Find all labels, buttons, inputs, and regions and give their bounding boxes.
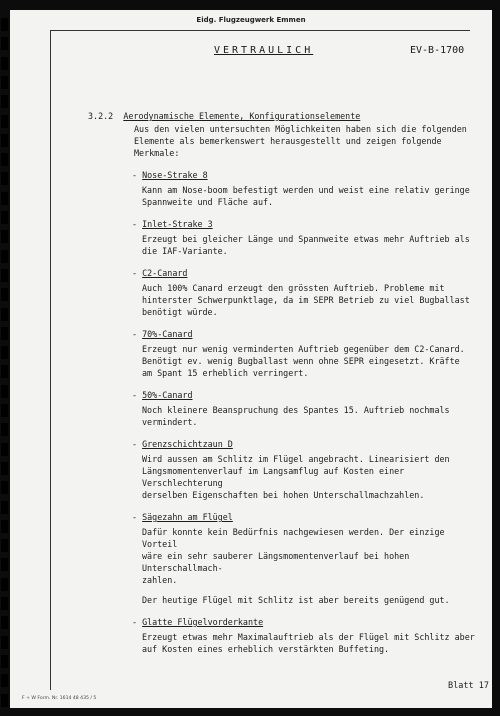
item-title: 50%-Canard — [142, 390, 193, 400]
binding-hole — [1, 95, 8, 108]
section-number: 3.2.2 — [88, 111, 114, 121]
organization-header: Eidg. Flugzeugwerk Emmen — [196, 16, 306, 24]
header-rule — [50, 30, 470, 31]
item-description: Auch 100% Canard erzeugt den grössten Auftrieb. Probleme mit hinterster Schwerpunktlage, da im SEPR Betrieb zu viel Bugballast benötigt würde. — [142, 283, 470, 317]
section-heading — [88, 110, 484, 122]
binding-hole — [1, 346, 8, 359]
form-number: F + W Form. Nr. 1614 48 435 / 5 — [22, 696, 97, 701]
margin-rule — [50, 30, 51, 690]
binding-hole — [1, 539, 8, 552]
item-description: Noch kleinere Beanspruchung des Spantes 15. Auftrieb nochmals vermindert. — [142, 405, 450, 427]
document-body — [88, 110, 484, 655]
section-intro: Aus den vielen untersuchten Möglichkeiten haben sich die folgenden Elemente als bemerkenswert herausgestellt und zeigen folgende Merkmale: — [134, 124, 467, 158]
binding-hole — [1, 481, 8, 494]
item-title: 70%-Canard — [142, 329, 193, 339]
item-title: Glatte Flügelvorderkante — [142, 617, 264, 627]
binding-hole — [1, 308, 8, 321]
binding-hole — [1, 134, 8, 147]
item-note: Der heutige Flügel mit Schlitz ist aber bereits genügend gut. — [142, 595, 450, 605]
list-item: - Sägezahn am Flügel Dafür konnte kein Bedürfnis nachgewiesen werden. Der einzige Vorteil wäre ein sehr sauberer Längsmomentenverlauf bei hohen Unterschallmach- zahlen. Der heutige Flügel mit Schlitz ist aber bereits genügend gut. — [132, 511, 484, 606]
document-page — [10, 10, 492, 708]
list-item: - 50%-Canard Noch kleinere Beanspruchung des Spantes 15. Auftrieb nochmals vermindert. — [132, 389, 484, 428]
document-number: EV-B-1700 — [410, 45, 465, 56]
binding-hole — [1, 558, 8, 571]
item-description: Wird aussen am Schlitz im Flügel angebracht. Linearisiert den Längsmomentenverlauf im Langsamflug auf Kosten einer Verschlechterung derselben Eigenschaften bei hohen Unterschallmachzahlen. — [142, 454, 450, 500]
list-item: - 70%-Canard Erzeugt nur wenig verminderten Auftrieb gegenüber dem C2-Canard. Benötigt ev. wenig Bugballast wenn ohne SEPR eingesetzt. Kräfte am Spant 15 erheblich verringert. — [132, 328, 484, 379]
binding-hole — [1, 597, 8, 610]
binding-hole — [1, 18, 8, 31]
item-description: Erzeugt etwas mehr Maximalauftrieb als der Flügel mit Schlitz aber auf Kosten eines erheblich verstärkten Buffeting. — [142, 632, 475, 654]
binding-hole — [1, 288, 8, 301]
item-title: Nose-Strake 8 — [142, 170, 208, 180]
list-item: - Glatte Flügelvorderkante Erzeugt etwas mehr Maximalauftrieb als der Flügel mit Schlitz aber auf Kosten eines erheblich verstärkten Buffeting. — [132, 616, 484, 655]
binding-hole — [1, 404, 8, 417]
binding-hole — [1, 462, 8, 475]
item-description: Kann am Nose-boom befestigt werden und weist eine relativ geringe Spannweite und Fläche auf. — [142, 185, 470, 207]
item-title: Inlet-Strake 3 — [142, 219, 213, 229]
binding-hole — [1, 655, 8, 668]
binding-hole — [1, 76, 8, 89]
binding-hole — [1, 385, 8, 398]
list-item: - Inlet-Strake 3 Erzeugt bei gleicher Länge und Spannweite etwas mehr Auftrieb als die IAF-Variante. — [132, 218, 484, 257]
binding-hole — [1, 172, 8, 185]
binding-hole — [1, 365, 8, 378]
item-title: Grenzschichtzaun D — [142, 439, 233, 449]
binding-hole — [1, 192, 8, 205]
item-description: Erzeugt nur wenig verminderten Auftrieb gegenüber dem C2-Canard. Benötigt ev. wenig Bugballast wenn ohne SEPR eingesetzt. Kräfte am Spant 15 erheblich verringert. — [142, 344, 465, 378]
item-description: Dafür konnte kein Bedürfnis nachgewiesen werden. Der einzige Vorteil wäre ein sehr sauberer Längsmomentenverlauf bei hohen Unterschallmach- zahlen. — [142, 527, 445, 585]
binding-hole — [1, 211, 8, 224]
page-number: Blatt 17 — [448, 681, 489, 691]
list-item: - Grenzschichtzaun D Wird aussen am Schlitz im Flügel angebracht. Linearisiert den Längsmomentenverlauf im Langsamflug auf Kosten einer Verschlechterung derselben Eigenschaften bei hohen Unterschallmachzahlen. — [132, 438, 484, 501]
binding-hole — [1, 636, 8, 649]
binding-hole — [1, 694, 8, 707]
binding-hole — [1, 674, 8, 687]
list-item: - C2-Canard Auch 100% Canard erzeugt den grössten Auftrieb. Probleme mit hinterster Schwerpunktlage, da im SEPR Betrieb zu viel Bugballast benötigt würde. — [132, 267, 484, 318]
binding-hole — [1, 250, 8, 263]
ring-binding — [0, 10, 10, 710]
item-title: Sägezahn am Flügel — [142, 512, 233, 522]
binding-hole — [1, 115, 8, 128]
binding-hole — [1, 57, 8, 70]
binding-hole — [1, 578, 8, 591]
binding-hole — [1, 443, 8, 456]
binding-hole — [1, 501, 8, 514]
list-item: - Nose-Strake 8 Kann am Nose-boom befestigt werden und weist eine relativ geringe Spannweite und Fläche auf. — [132, 169, 484, 208]
binding-hole — [1, 520, 8, 533]
classification-label: VERTRAULICH — [214, 45, 314, 56]
item-title: C2-Canard — [142, 268, 188, 278]
binding-hole — [1, 423, 8, 436]
item-description: Erzeugt bei gleicher Länge und Spannweite etwas mehr Auftrieb als die IAF-Variante. — [142, 234, 470, 256]
binding-hole — [1, 269, 8, 282]
binding-hole — [1, 327, 8, 340]
binding-hole — [1, 37, 8, 50]
section-title: Aerodynamische Elemente, Konfigurationselemente — [123, 111, 361, 121]
binding-hole — [1, 153, 8, 166]
binding-hole — [1, 616, 8, 629]
binding-hole — [1, 230, 8, 243]
